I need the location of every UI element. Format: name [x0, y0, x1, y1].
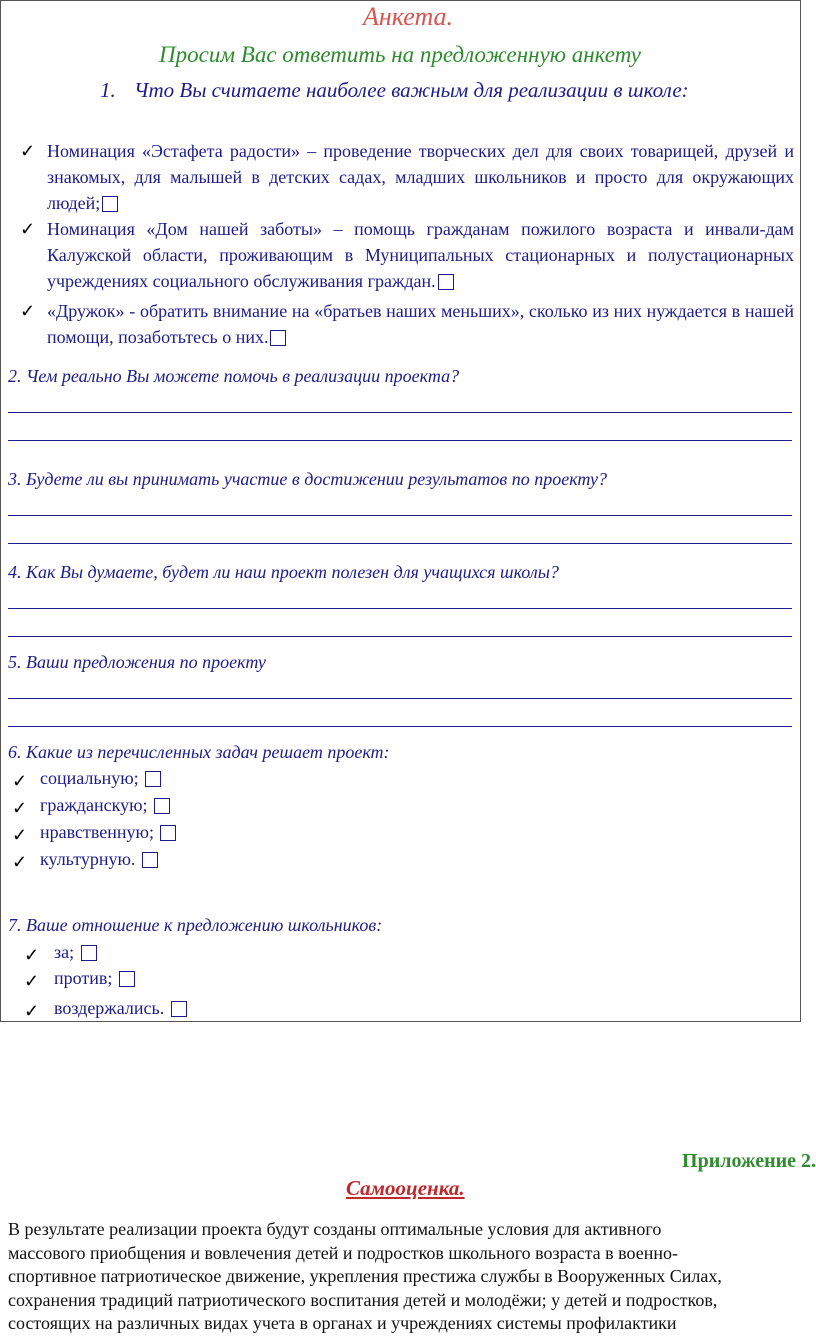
- answer-line[interactable]: [8, 543, 792, 544]
- question-1-text: Что Вы считаете наиболее важным для реализации в школе:: [134, 78, 689, 102]
- paragraph-line: В результате реализации проекта будут созданы оптимальные условия для активного: [8, 1219, 662, 1239]
- checkbox[interactable]: [81, 945, 97, 961]
- option-label: воздержались.: [54, 998, 165, 1018]
- question-1: [100, 78, 689, 103]
- option-item: [40, 849, 158, 870]
- checkbox[interactable]: [171, 1001, 187, 1017]
- nomination-item: [47, 216, 794, 294]
- checkmark-icon: ✓: [12, 798, 28, 818]
- question-1-number: 1.: [100, 78, 116, 102]
- option-label: за;: [54, 942, 75, 962]
- option-item: [40, 822, 176, 843]
- nomination-text: Номинация «Эстафета радости» – проведение творческих дел для своих товарищей, друзей и знакомых, для малышей в детских садах, младших школьников и просто для окружающих людей;: [47, 141, 794, 213]
- option-label: социальную;: [40, 768, 139, 788]
- question-2: 2. Чем реально Вы можете помочь в реализации проекта?: [8, 366, 460, 386]
- answer-line[interactable]: [8, 726, 792, 727]
- appendix-label: Приложение 2.: [682, 1150, 816, 1172]
- checkmark-icon: ✓: [24, 1001, 40, 1021]
- checkbox[interactable]: [142, 852, 158, 868]
- question-4: 4. Как Вы думаете, будет ли наш проект полезен для учащихся школы?: [8, 562, 559, 582]
- questionnaire-title: Анкета.: [362, 2, 454, 31]
- option-label: гражданскую;: [40, 795, 148, 815]
- checkmark-icon: ✓: [20, 219, 36, 239]
- option-item: [54, 968, 135, 989]
- checkbox[interactable]: [145, 771, 161, 787]
- paragraph-line: массового приобщения и вовлечения детей и подростков школьного возраста в военно-: [8, 1242, 679, 1263]
- option-item: [40, 768, 161, 789]
- option-label: культурную.: [40, 849, 136, 869]
- option-label: против;: [54, 968, 113, 988]
- checkbox[interactable]: [438, 274, 454, 290]
- checkmark-icon: ✓: [24, 971, 40, 991]
- checkmark-icon: ✓: [24, 945, 40, 965]
- question-7: 7. Ваше отношение к предложению школьников:: [8, 915, 383, 935]
- checkbox[interactable]: [160, 825, 176, 841]
- paragraph-line: состоящих на различных видах учета в органах и учреждениях системы профилактики: [8, 1313, 677, 1333]
- answer-line[interactable]: [8, 698, 792, 699]
- questionnaire-subtitle: Просим Вас ответить на предложенную анкету: [159, 42, 641, 67]
- checkbox[interactable]: [119, 971, 135, 987]
- checkmark-icon: ✓: [12, 852, 28, 872]
- question-5: 5. Ваши предложения по проекту: [8, 652, 266, 672]
- checkmark-icon: ✓: [20, 141, 36, 161]
- checkmark-icon: ✓: [12, 771, 28, 791]
- checkbox[interactable]: [102, 196, 118, 212]
- nomination-text: Номинация «Дом нашей заботы» – помощь гражданам пожилого возраста и инвали-дам Калужской области, проживающим в Муниципальных стационарных и полустационарных учреждениях социального обслуживания граждан.: [47, 219, 794, 291]
- checkbox[interactable]: [154, 798, 170, 814]
- checkbox[interactable]: [270, 330, 286, 346]
- answer-line[interactable]: [8, 515, 792, 516]
- self-assessment-paragraph: [8, 1218, 808, 1336]
- answer-line[interactable]: [8, 440, 792, 441]
- option-item: [54, 998, 187, 1019]
- answer-line[interactable]: [8, 412, 792, 413]
- option-item: [54, 942, 97, 963]
- self-assessment-title: Самооценка.: [346, 1176, 465, 1200]
- question-6: 6. Какие из перечисленных задач решает проект:: [8, 742, 390, 762]
- answer-line[interactable]: [8, 608, 792, 609]
- nomination-item: [47, 298, 794, 350]
- answer-line[interactable]: [8, 636, 792, 637]
- option-item: [40, 795, 170, 816]
- checkmark-icon: ✓: [12, 825, 28, 845]
- option-label: нравственную;: [40, 822, 154, 842]
- checkmark-icon: ✓: [20, 301, 36, 321]
- paragraph-line: сохранения традиций патриотического воспитания детей и молодёжи; у детей и подростков,: [8, 1289, 718, 1310]
- question-3: 3. Будете ли вы принимать участие в достижении результатов по проекту?: [8, 469, 607, 489]
- nomination-item: [47, 138, 794, 216]
- paragraph-line: спортивное патриотическое движение, укрепления престижа службы в Вооруженных Силах,: [8, 1266, 722, 1286]
- nomination-text: «Дружок» - обратить внимание на «братьев наших меньших», сколько из них нуждается в нашей помощи, позаботьтесь о них.: [47, 301, 794, 347]
